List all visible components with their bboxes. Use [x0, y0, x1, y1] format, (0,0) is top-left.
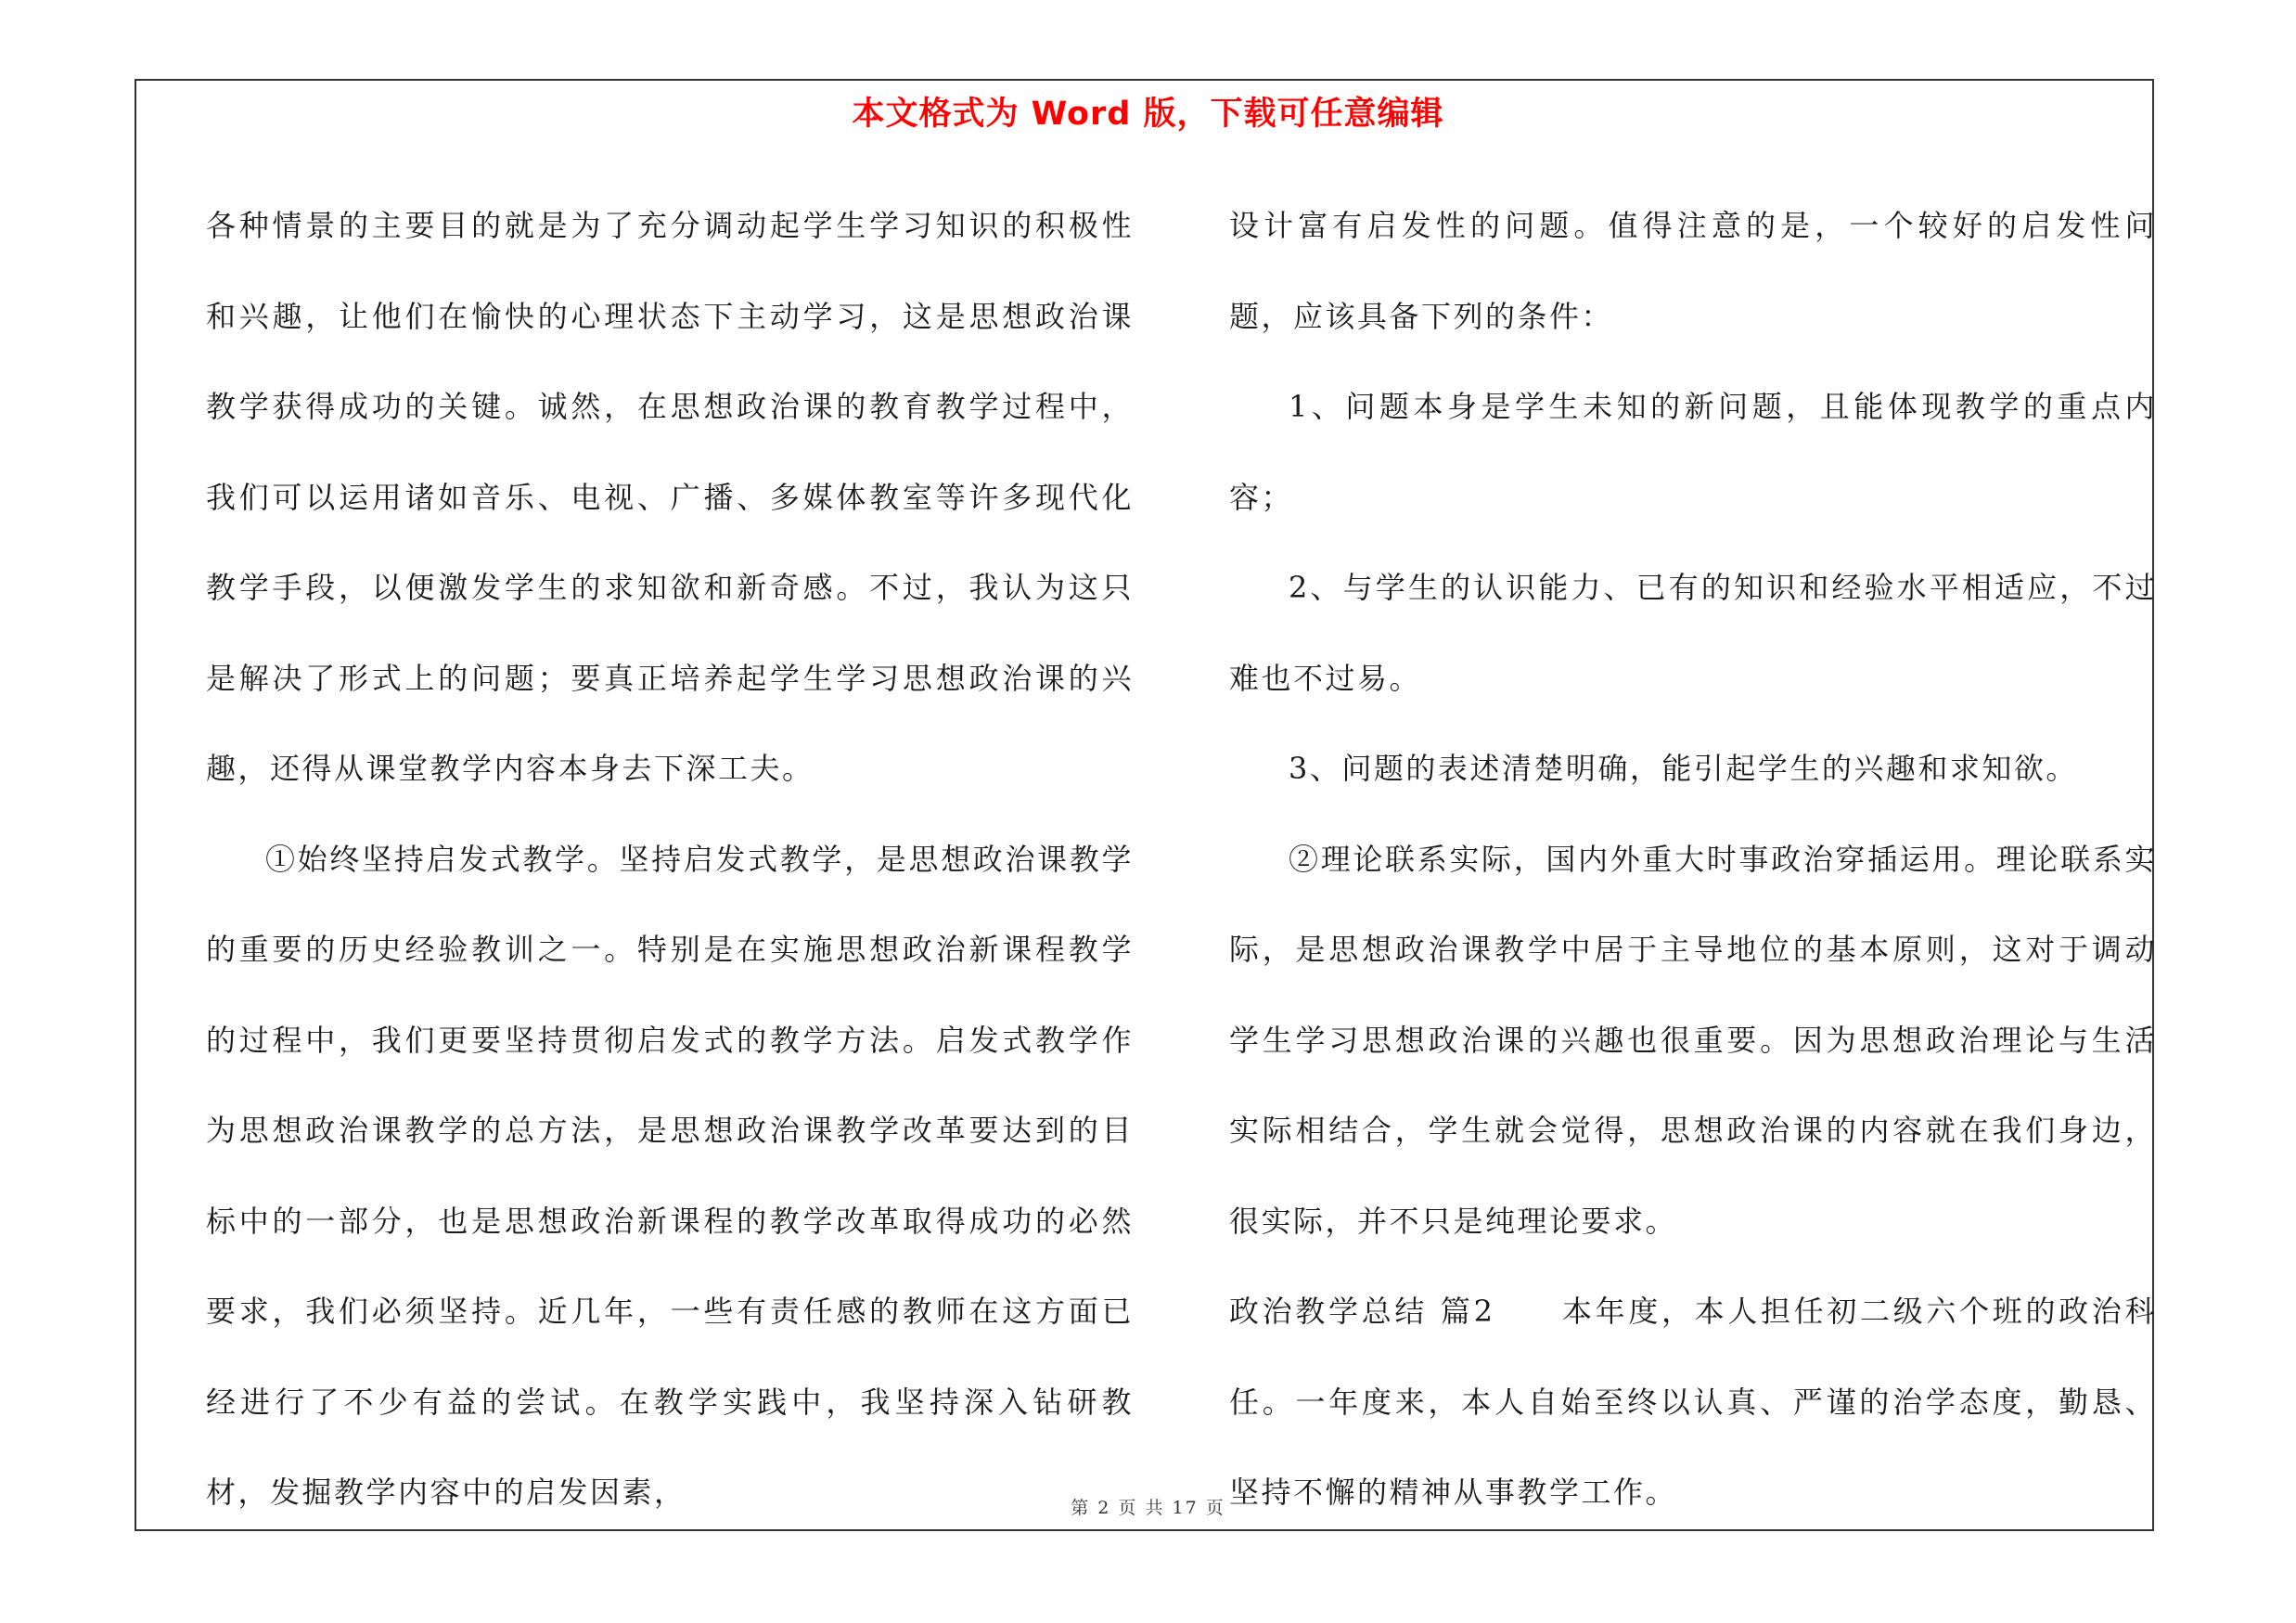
paragraph: ①始终坚持启发式教学。坚持启发式教学，是思想政治课教学的重要的历史经验教训之一。特别是在实施思想政治新课程教学的过程中，我们更要坚持贯彻启发式的教学方法。启发式教学作为思想政治课教学的总方法，是思想政治课教学改革要达到的目标中的一部分，也是思想政治新课程的教学改革取得成功的必然要求，我们必须坚持。近几年，一些有责任感的教师在这方面已经进行了不少有益的尝试。在教学实践中，我坚持深入钻研教材，发掘教学内容中的启发因素，	[206, 841, 1134, 1510]
paragraph: ②理论联系实际，国内外重大时事政治穿插运用。理论联系实际，是思想政治课教学中居于主导地位的基本原则，这对于调动学生学习思想政治课的兴趣也很重要。因为思想政治理论与生活实际相结合，学生就会觉得，思想政治课的内容就在我们身边，很实际，并不只是纯理论要求。	[1229, 841, 2157, 1239]
list-item: 1、问题本身是学生未知的新问题，且能体现教学的重点内容；	[1229, 389, 2157, 515]
section-paragraph: 政治教学总结 篇2 本年度，本人担任初二级六个班的政治科任。一年度来，本人自始至终以认真、严谨的治学态度，勤恳、坚持不懈的精神从事教学工作。	[1229, 1294, 2157, 1510]
paragraph: 设计富有启发性的问题。值得注意的是，一个较好的启发性问题，应该具备下列的条件：	[1229, 208, 2157, 334]
right-text-column	[1229, 181, 2157, 1539]
left-text-column	[206, 181, 1134, 1539]
list-item: 2、与学生的认识能力、已有的知识和经验水平相适应，不过难也不过易。	[1229, 570, 2157, 696]
paragraph: 各种情景的主要目的就是为了充分调动起学生学习知识的积极性和兴趣，让他们在愉快的心理状态下主动学习，这是思想政治课教学获得成功的关键。诚然，在思想政治课的教育教学过程中，我们可以运用诸如音乐、电视、广播、多媒体教室等许多现代化教学手段，以便激发学生的求知欲和新奇感。不过，我认为这只是解决了形式上的问题；要真正培养起学生学习思想政治课的兴趣，还得从课堂教学内容本身去下深工夫。	[206, 208, 1134, 786]
page-number-footer: 第 2 页 共 17 页	[1071, 1498, 1225, 1518]
format-notice-banner: 本文格式为 Word 版，下载可任意编辑	[852, 96, 1444, 133]
list-item: 3、问题的表述清楚明确，能引起学生的兴趣和求知欲。	[1289, 751, 2078, 786]
